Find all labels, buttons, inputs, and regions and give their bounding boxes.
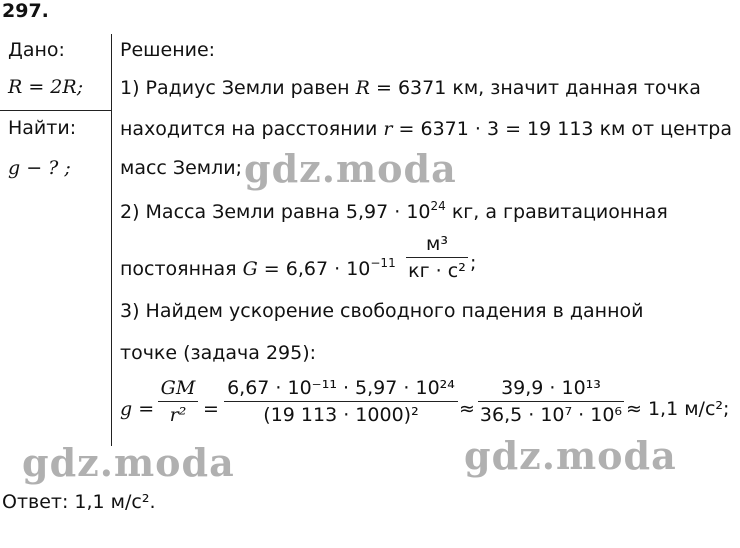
- solution-header: Решение:: [120, 39, 216, 61]
- given-header: Дано:: [8, 39, 65, 61]
- eq-result: ≈ 1,1 м/с²;: [626, 398, 730, 420]
- solution-line-4: 2) Масса Земли равна $5,97 \cdot 10^{24}$ кг, а гравитационная: [120, 199, 668, 223]
- unit-fraction: м³ кг · с²: [406, 232, 468, 283]
- answer: Ответ: 1,1 м/с².: [2, 491, 156, 513]
- watermark-1: gdz.moda: [244, 146, 457, 191]
- solution-line-1: 1) Радиус Земли равен R = 6371 км, значит данная точка: [120, 77, 701, 99]
- given-relation: R = 2R;: [8, 76, 84, 98]
- eq-fraction-numeric: 6,67 · 10⁻¹¹ · 5,97 · 10²⁴ (19 113 · 1000)²: [224, 376, 458, 427]
- eq-fraction-simplified: 39,9 · 10¹³ 36,5 · 10⁷ · 10⁶: [479, 377, 623, 426]
- given-divider: [0, 110, 112, 111]
- solution-line-3: масс Земли;: [120, 157, 243, 179]
- watermark-3: gdz.moda: [464, 433, 677, 478]
- line-5-end: ;: [470, 252, 477, 274]
- solution-line-7: точке (задача 295):: [120, 342, 317, 364]
- eq-approx-1: ≈: [459, 398, 475, 420]
- eq-fraction-gm: GM r²: [158, 376, 198, 427]
- find-header: Найти:: [8, 117, 77, 139]
- problem-number: 297.: [2, 0, 49, 22]
- solution-line-2: находится на расстоянии r = 6371 · 3 = 19 113 км от центра: [120, 118, 732, 140]
- find-value: g − ? ;: [8, 157, 71, 179]
- watermark-2: gdz.moda: [22, 440, 235, 485]
- eq-equals: =: [203, 398, 219, 420]
- solution-line-5: постоянная $G = 6,67 \cdot 10^{-11}$: [120, 256, 396, 280]
- eq-g: g =: [120, 398, 155, 420]
- solution-line-6: 3) Найдем ускорение свободного падения в данной: [120, 300, 644, 322]
- column-divider: [111, 34, 112, 446]
